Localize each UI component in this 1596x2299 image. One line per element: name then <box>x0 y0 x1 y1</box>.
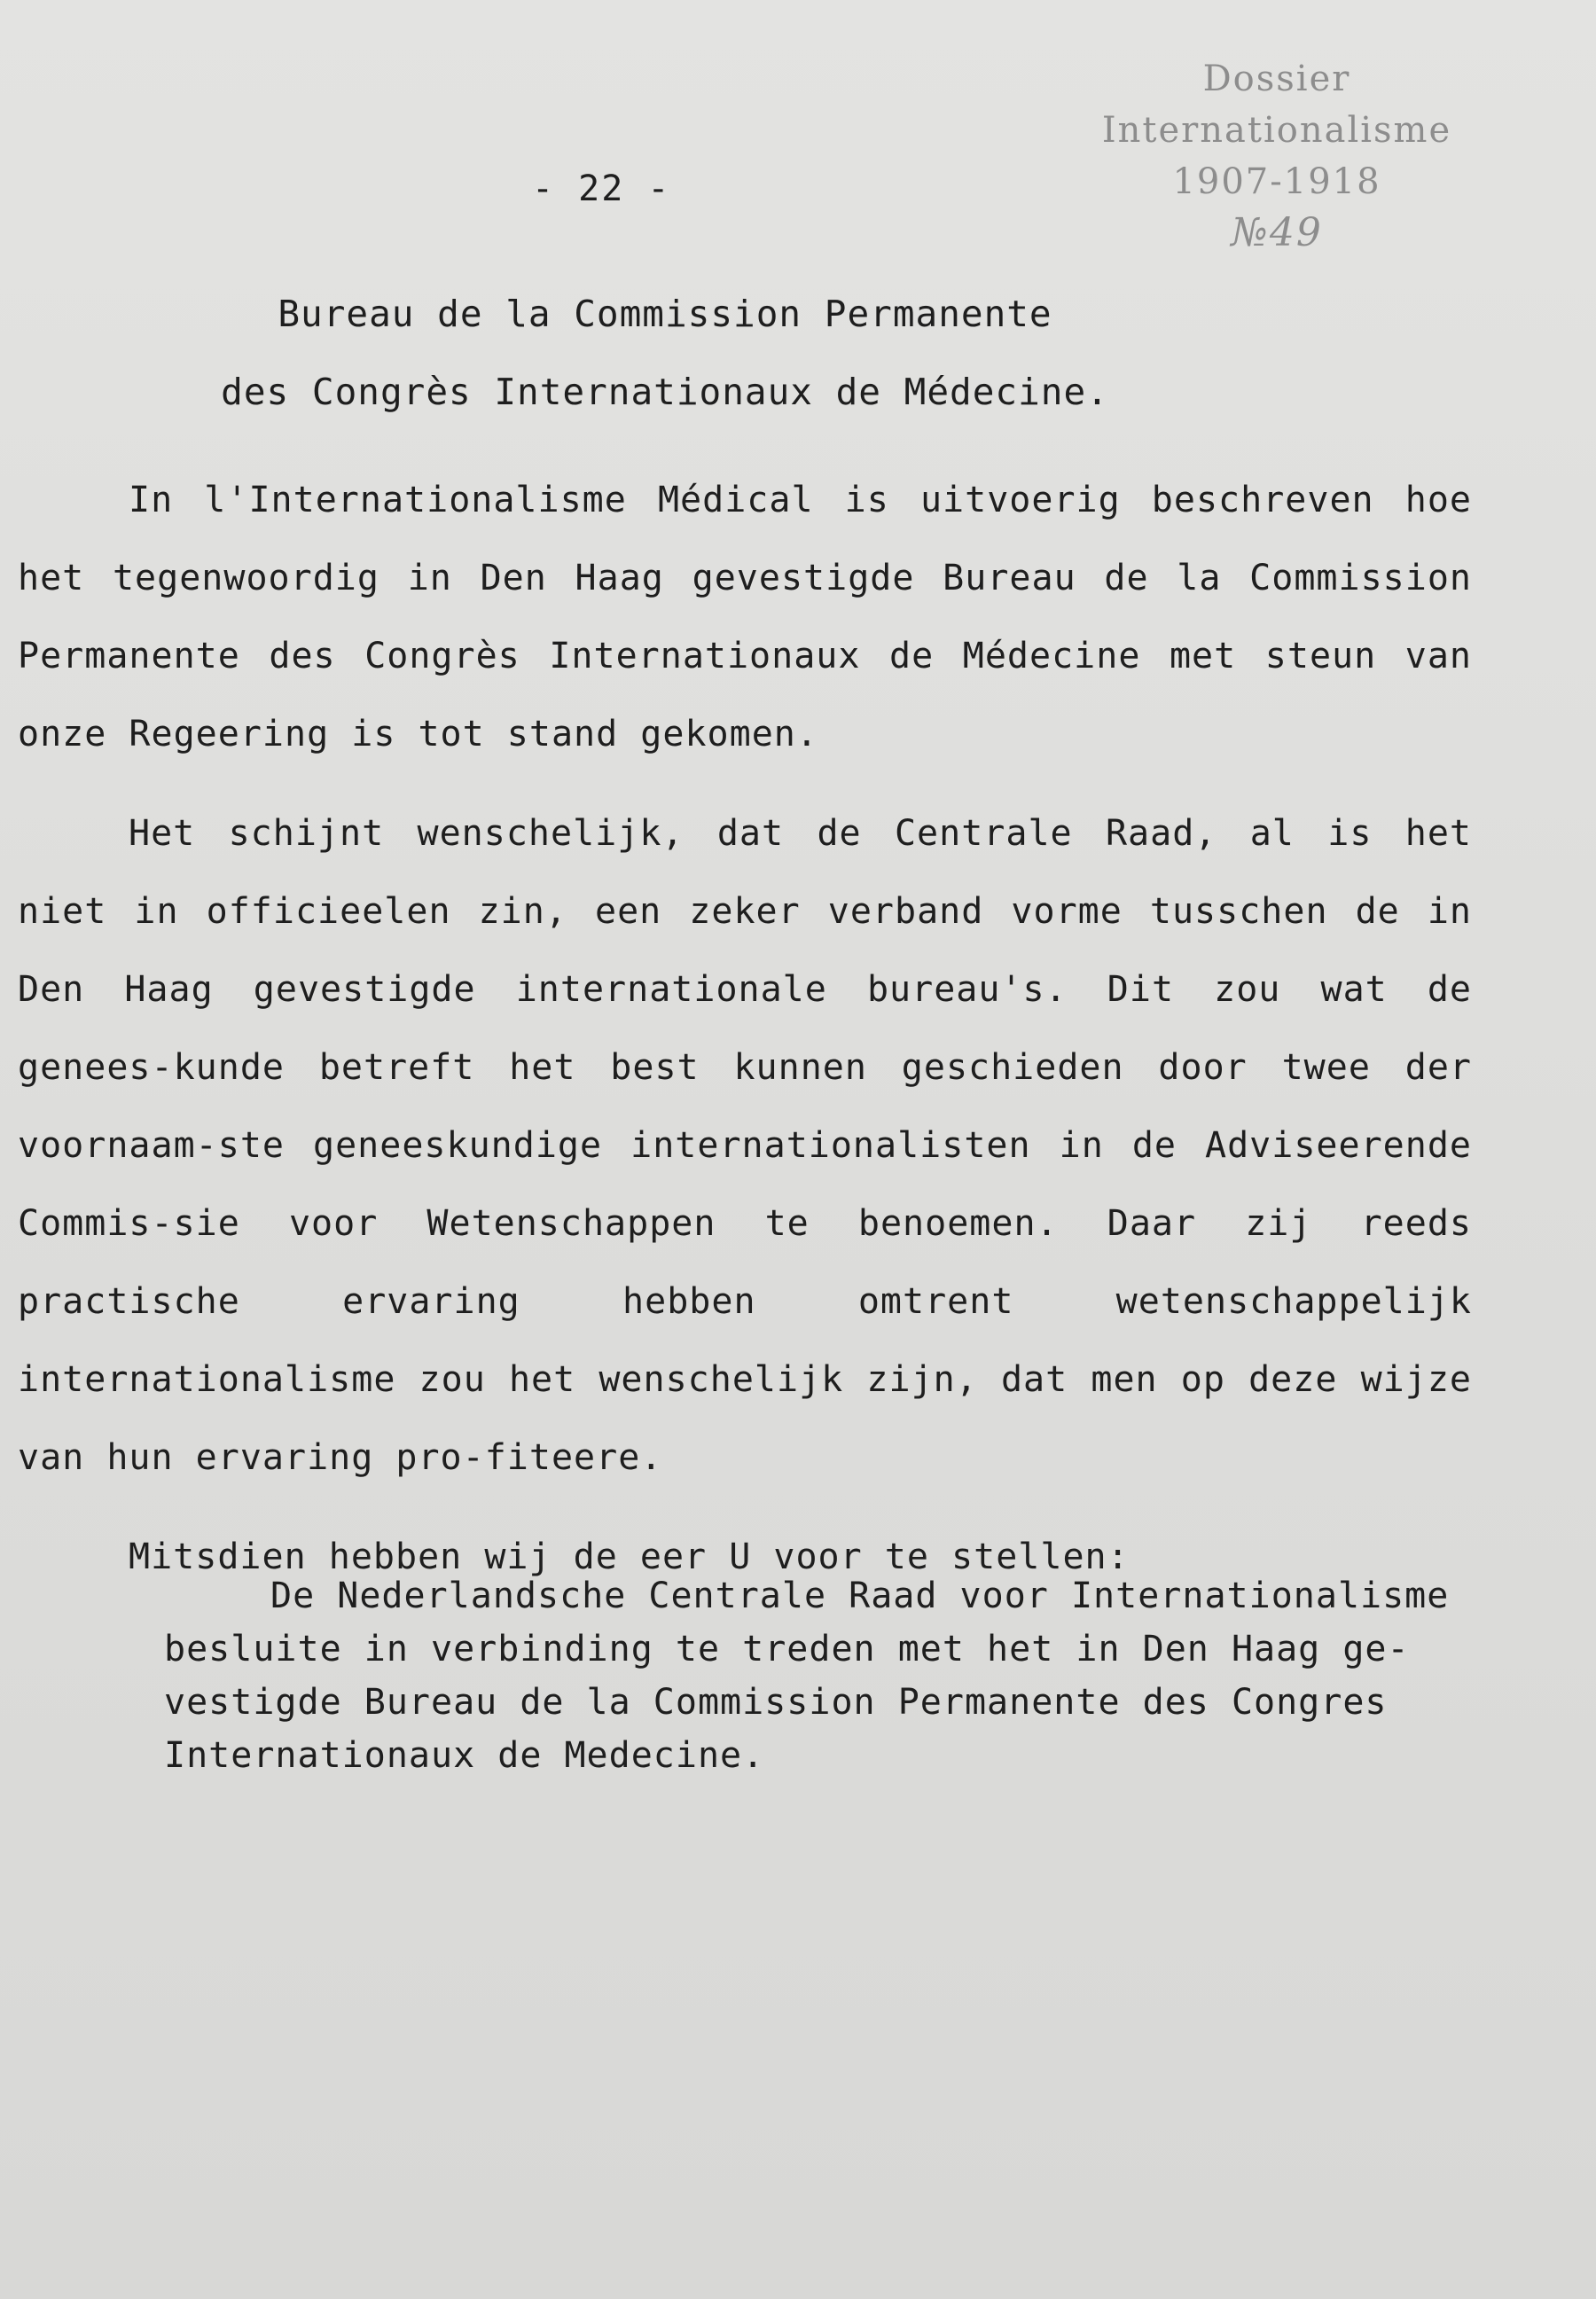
resolution-text: De Nederlandsche Centrale Raad voor Internationalisme besluite in verbinding te treden met het in Den Haag ge-vestigde Bureau de la Commission Permanente des Congres Internationaux de Medecine. <box>164 1576 1450 1776</box>
stamp-collection: Internationalisme <box>1101 110 1452 151</box>
stamp-years: 1907-1918 <box>1172 161 1381 202</box>
archive-stamp <box>1046 53 1507 259</box>
stamp-dossier: Dossier <box>1202 59 1351 99</box>
heading-line-1: Bureau de la Commission Permanente <box>278 293 1052 335</box>
paragraph-2: Het schijnt wenschelijk, dat de Centrale Raad, al is het niet in officieelen zin, een zeker verband vorme tusschen de in Den Haag gevestigde internationale bureau's. Dit zou wat de genees-kunde betreft het best kunnen geschieden door twee der voornaam-ste geneeskundige internationalisten in de Adviseerende Commis-sie voor Wetenschappen te benoemen. Daar zij reeds practische ervaring hebben omtrent wetenschappelijk internationalisme zou het wenschelijk zijn, dat men op deze wijze van hun ervaring pro-fiteere. <box>18 813 1472 1478</box>
stamp-number: №49 <box>1231 210 1323 255</box>
paragraph-1: In l'Internationalisme Médical is uitvoerig beschreven hoe het tegenwoordig in Den Haag gevestigde Bureau de la Commission Permanente des Congrès Internationaux de Médecine met steun van onze Regeering is tot stand gekomen. <box>18 480 1472 755</box>
document-heading <box>177 275 1153 431</box>
paragraph-3: Mitsdien hebben wij de eer U voor te stellen: <box>129 1537 1130 1577</box>
page-number: - 22 - <box>532 168 671 209</box>
heading-line-2: des Congrès Internationaux de Médecine. <box>221 371 1109 413</box>
body-text <box>18 461 1472 1617</box>
